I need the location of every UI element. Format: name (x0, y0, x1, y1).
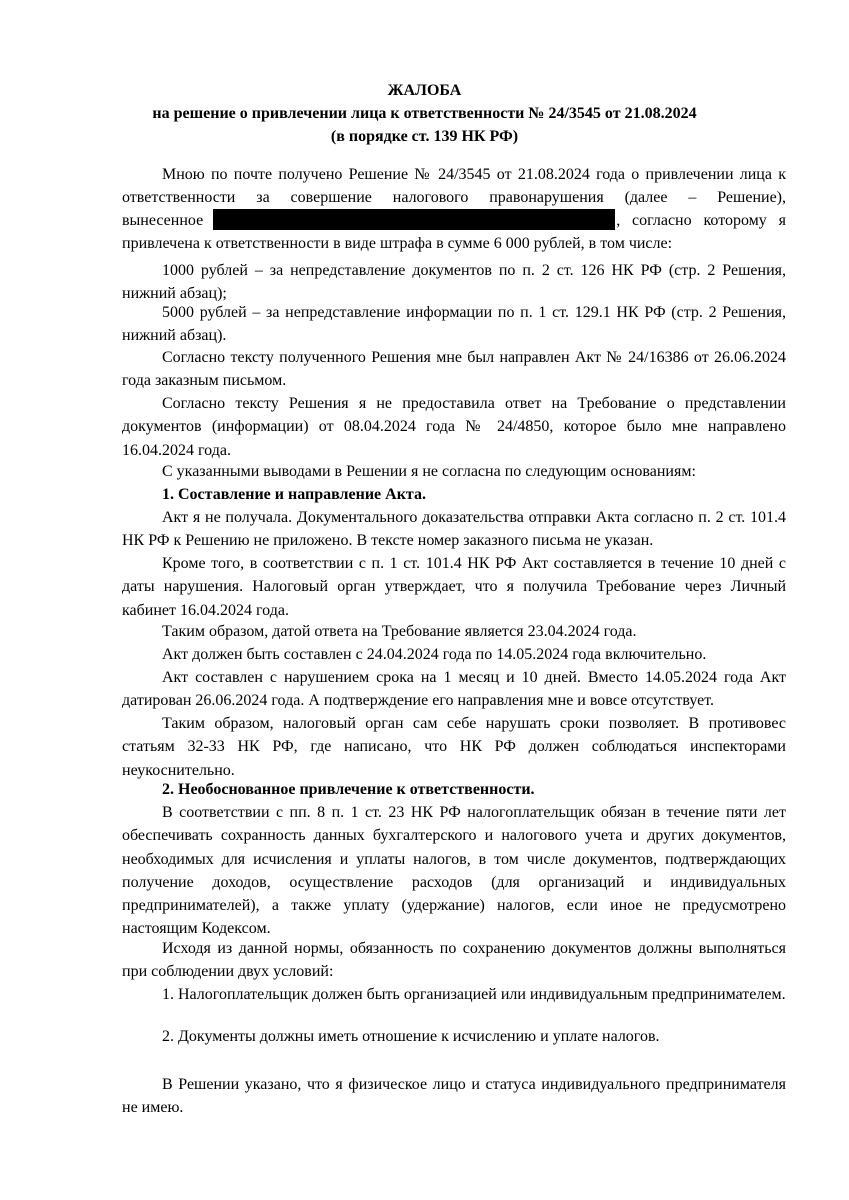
paragraph: Согласно тексту Решения я не предоставила ответ на Требование о представлении документов (информации) от 08.04.2024 года № 24/4850, которое было мне направлено 16.04.2024 года. (122, 395, 786, 459)
fine-item: 1000 рублей – за непредставление документов по п. 2 ст. 126 НК РФ (стр. 2 Решения, нижний абзац); (122, 262, 786, 303)
section2-paragraph: Исходя из данной нормы, обязанность по сохранению документов должны выполняться при соблюдении двух условий: (122, 940, 786, 981)
paragraph: С указанными выводами в Решении я не согласна по следующим основаниям: (162, 463, 696, 480)
issued-by-label: вынесенное (122, 212, 204, 229)
intro-paragraph-start: Мною по почте получено Решение № 24/3545 от 21.08.2024 года о привлечении лица к ответственности за совершение налогового правонарушения (далее – Решение), (122, 166, 786, 207)
section1-paragraph: Таким образом, датой ответа на Требование является 23.04.2024 года. (162, 623, 637, 640)
closing-paragraph: В Решении указано, что я физическое лицо и статуса индивидуального предпринимателя не имею. (122, 1076, 786, 1117)
section1-paragraph: Акт составлен с нарушением срока на 1 месяц и 10 дней. Вместо 14.05.2024 года Акт датирован 26.06.2024 года. А подтверждение его направления мне и вовсе отсутствует. (122, 669, 786, 710)
document-basis: (в порядке ст. 139 НК РФ) (330, 128, 519, 145)
section-heading-1: 1. Составление и направление Акта. (162, 486, 426, 503)
section1-paragraph: Таким образом, налоговый орган сам себе нарушать сроки позволяет. В противовес статьям 32-33 НК РФ, где написано, что НК РФ должен соблюдаться инспекторами неукоснительно. (122, 715, 786, 779)
fine-item: 5000 рублей – за непредставление информации по п. 1 ст. 129.1 НК РФ (стр. 2 Решения, нижний абзац). (122, 304, 786, 345)
condition-item: 2. Документы должны иметь отношение к исчислению и уплате налогов. (162, 1028, 660, 1045)
section1-paragraph: Акт должен быть составлен с 24.04.2024 года по 14.05.2024 года включительно. (162, 646, 707, 663)
document-title: ЖАЛОБА (387, 82, 462, 99)
intro-paragraph-end: привлечена к ответственности в виде штрафа в сумме 6 000 рублей, в том числе: (122, 235, 673, 252)
redaction-block (213, 209, 615, 230)
section1-paragraph: Акт я не получала. Документального доказательства отправки Акта согласно п. 2 ст. 101.4 НК РФ к Решению не приложено. В тексте номер заказного письма не указан. (122, 509, 786, 550)
intro-redaction-line (122, 209, 786, 232)
condition-item: 1. Налогоплательщик должен быть организацией или индивидуальным предпринимателем. (162, 986, 786, 1003)
paragraph: Согласно тексту полученного Решения мне был направлен Акт № 24/16386 от 26.06.2024 года заказным письмом. (122, 349, 786, 390)
section2-paragraph: В соответствии с пп. 8 п. 1 ст. 23 НК РФ налогоплательщик обязан в течение пяти лет обеспечивать сохранность данных бухгалтерского и налогового учета и других документов, необходимых для исчисления и уплаты налогов, в том числе документов, подтверждающих получение доходов, осуществление расходов (для организаций и индивидуальных предпринимателей), а также уплату (удержание) налогов, если иное не предусмотрено настоящим Кодексом. (122, 804, 786, 938)
document-subtitle: на решение о привлечении лица к ответственности № 24/3545 от 21.08.2024 (152, 105, 697, 122)
section-heading-2: 2. Необоснованное привлечение к ответственности. (162, 781, 535, 798)
section1-paragraph: Кроме того, в соответствии с п. 1 ст. 101.4 НК РФ Акт составляется в течение 10 дней с даты нарушения. Налоговый орган утверждает, что я получила Требование через Личный кабинет 16.04.2024 года. (122, 555, 786, 619)
intro-after-redaction: , согласно которому я (616, 212, 786, 229)
